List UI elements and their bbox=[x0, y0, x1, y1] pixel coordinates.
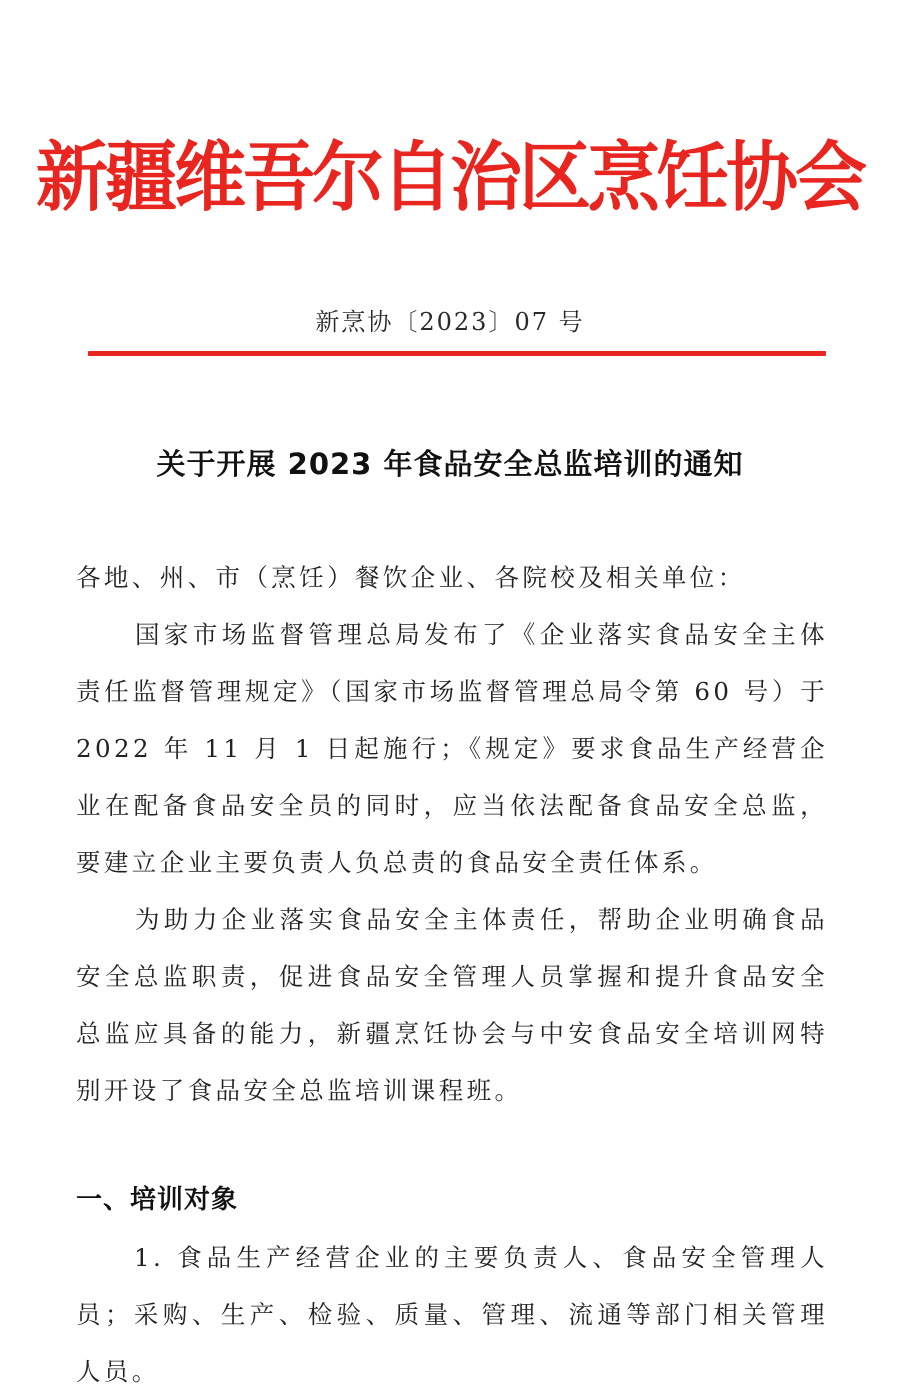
paragraph-regulation bbox=[76, 606, 828, 891]
notice-title: 关于开展 2023 年食品安全总监培训的通知 bbox=[156, 447, 744, 481]
paragraph-text: 国家市场监督管理总局发布了《企业落实食品安全主体责任监督管理规定》（国家市场监督管理总局令第 60 号）于 2022 年 11 月 1 日起施行；《规定》要求食品生产经营企业在配备食品安全员的同时，应当依法配备食品安全总监，要建立企业主要负责人负总责的食品安全责任体系。 bbox=[76, 620, 828, 877]
red-divider-rule bbox=[88, 351, 826, 356]
organization-letterhead: 新疆维吾尔自治区烹饪协会 bbox=[35, 131, 864, 222]
paragraph-purpose bbox=[76, 891, 828, 1119]
paragraph-text: 为助力企业落实食品安全主体责任，帮助企业明确食品安全总监职责，促进食品安全管理人员掌握和提升食品安全总监应具备的能力，新疆烹饪协会与中安食品安全培训网特别开设了食品安全总监培训课程班。 bbox=[76, 905, 828, 1105]
section-item bbox=[76, 1229, 828, 1400]
section-item-text: 1. 食品生产经营企业的主要负责人、食品安全管理人员；采购、生产、检验、质量、管理、流通等部门相关管理人员。 bbox=[76, 1243, 828, 1386]
section-heading-training-targets: 一、培训对象 bbox=[76, 1185, 239, 1215]
document-number: 新烹协〔2023〕07 号 bbox=[315, 308, 585, 336]
salutation: 各地、州、市（烹饪）餐饮企业、各院校及相关单位： bbox=[76, 563, 746, 592]
